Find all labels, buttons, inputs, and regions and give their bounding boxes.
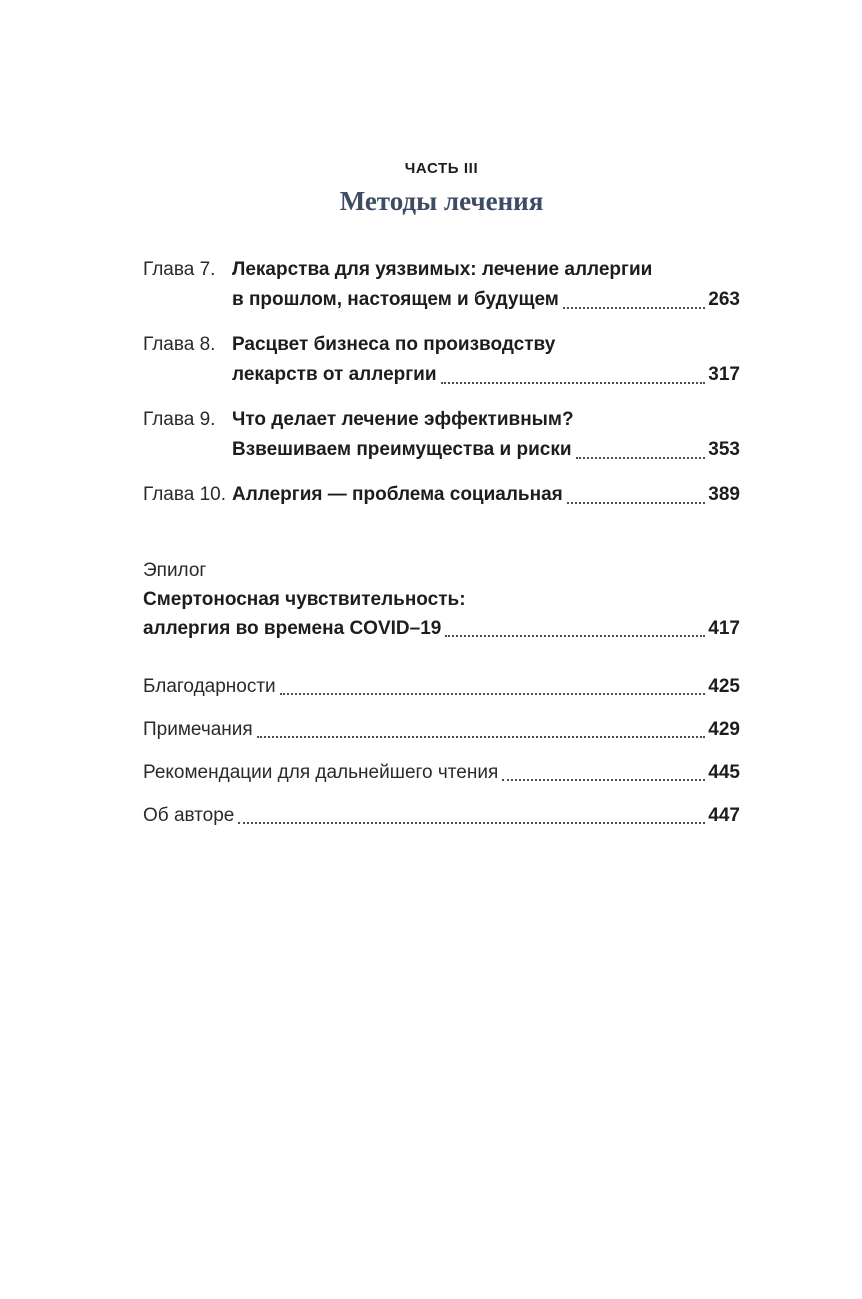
chapter-label: Глава 8. — [143, 334, 216, 355]
epilogue-title-text: аллергия во времена COVID–19 — [143, 618, 442, 639]
chapter-title-text: Аллергия — проблема социальная — [232, 484, 563, 505]
chapter-body — [232, 480, 740, 510]
page-number: 417 — [708, 618, 740, 639]
chapter-body — [232, 405, 740, 465]
toc-entry-about-author — [143, 802, 740, 830]
backmatter-title: Благодарности — [143, 676, 276, 697]
chapter-label: Глава 9. — [143, 409, 216, 430]
backmatter-title: Об авторе — [143, 805, 235, 826]
back-matter-list — [143, 673, 740, 830]
toc-entry-chapter-10 — [143, 480, 740, 510]
dot-leader — [445, 635, 705, 637]
page-number: 263 — [708, 289, 740, 310]
part-label: ЧАСТЬ III — [404, 160, 479, 177]
toc-entry-chapter-7 — [143, 255, 740, 315]
dot-leader — [576, 457, 706, 459]
page-number: 317 — [708, 364, 740, 385]
chapter-title-line — [232, 480, 740, 510]
chapter-body — [232, 330, 740, 390]
dot-leader — [257, 736, 706, 738]
dot-leader — [563, 307, 705, 309]
chapter-label: Глава 10. — [143, 484, 227, 505]
chapter-title-line: Что делает лечение эффективным? — [232, 409, 574, 430]
epilogue-title-line: Смертоносная чувствительность: — [143, 589, 466, 610]
dot-leader — [441, 382, 706, 384]
chapter-title-text: Взвешиваем преимущества и риски — [232, 439, 572, 460]
toc-entry-notes — [143, 716, 740, 744]
page-number: 447 — [708, 805, 740, 826]
chapter-title-line: Лекарства для уязвимых: лечение аллергии — [232, 259, 653, 280]
page-number: 425 — [708, 676, 740, 697]
dot-leader — [280, 693, 706, 695]
toc-entry-epilogue — [143, 556, 740, 643]
dot-leader — [502, 779, 705, 781]
page-number: 429 — [708, 719, 740, 740]
backmatter-title: Рекомендации для дальнейшего чтения — [143, 762, 499, 783]
toc-entry-acknowledgments — [143, 673, 740, 701]
part-title: Методы лечения — [339, 186, 544, 216]
page-number: 445 — [708, 762, 740, 783]
chapter-title-line — [232, 435, 740, 465]
chapter-label: Глава 7. — [143, 259, 216, 280]
chapter-title-line — [232, 285, 740, 315]
toc-entry-further-reading — [143, 759, 740, 787]
chapter-title-line — [232, 360, 740, 390]
toc-entry-chapter-9 — [143, 405, 740, 465]
toc-entry-chapter-8 — [143, 330, 740, 390]
chapter-body — [232, 255, 740, 315]
dot-leader — [238, 822, 705, 824]
page-number: 353 — [708, 439, 740, 460]
backmatter-title: Примечания — [143, 719, 253, 740]
page-number: 389 — [708, 484, 740, 505]
chapter-title-line: Расцвет бизнеса по производству — [232, 334, 556, 355]
epilogue-label: Эпилог — [143, 560, 207, 581]
chapter-title-text: лекарств от аллергии — [232, 364, 437, 385]
chapter-title-text: в прошлом, настоящем и будущем — [232, 289, 559, 310]
dot-leader — [567, 502, 706, 504]
epilogue-title-line — [143, 614, 740, 643]
